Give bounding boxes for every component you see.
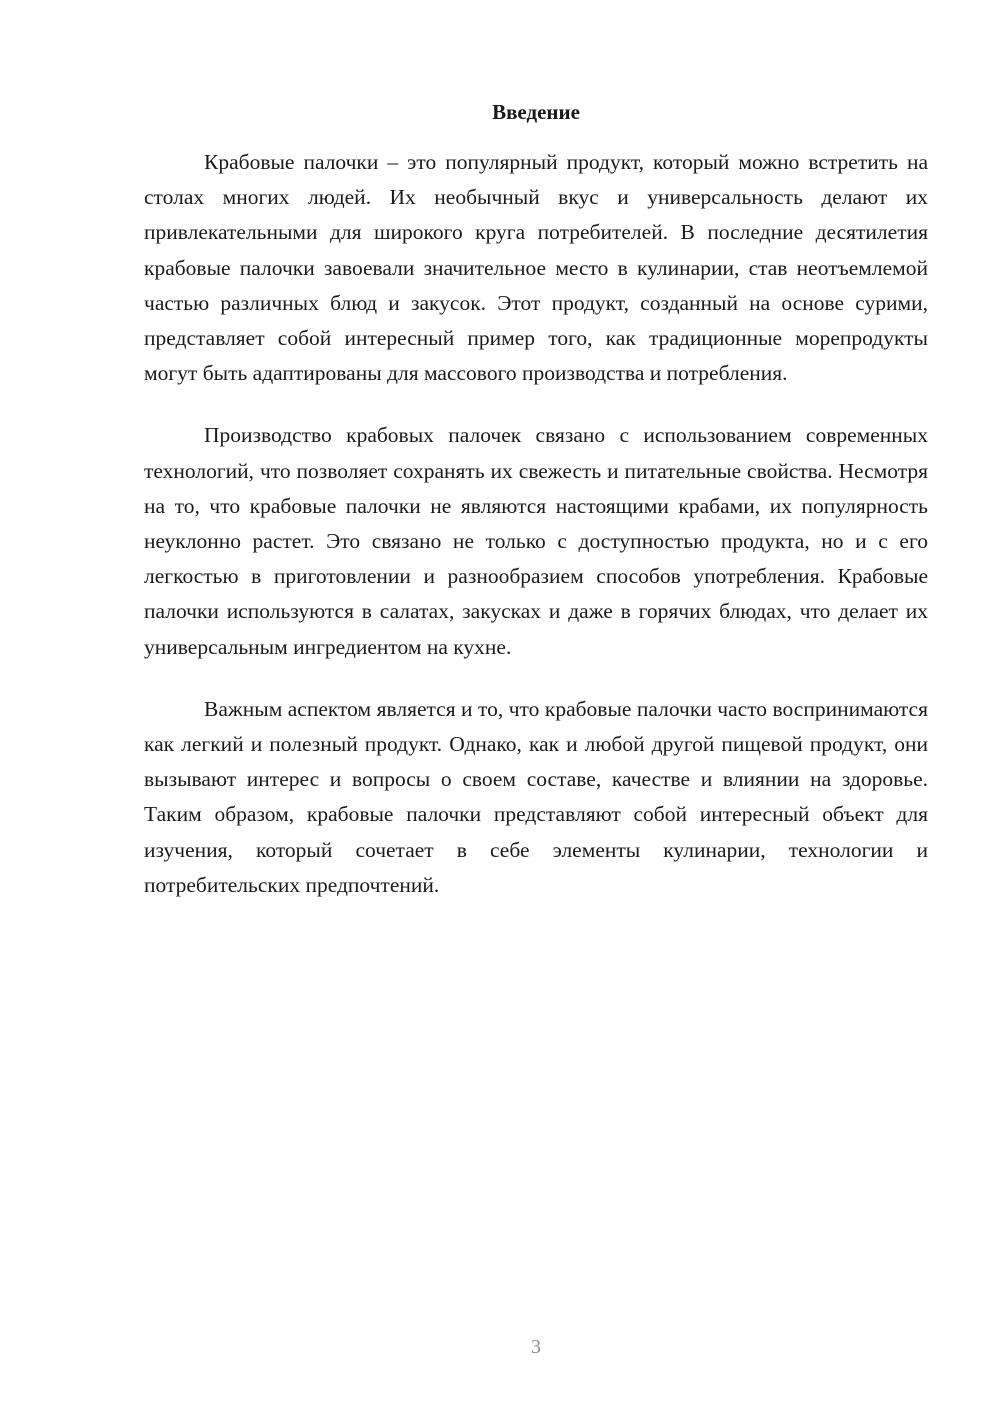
body-text: [144, 145, 928, 930]
paragraph-2: Производство крабовых палочек связано с использованием современных технологий, что позволяет сохранять их свежесть и питательные свойства. Несмотря на то, что крабовые палочки не являются настоящими крабами, их популярность неуклонно растет. Это связано не только с доступностью продукта, но и с его легкостью в приготовлении и разнообразием способов употребления. Крабовые палочки используются в салатах, закусках и даже в горячих блюдах, что делает их универсальным ингредиентом на кухне.: [144, 423, 928, 659]
page-number: 3: [531, 1336, 541, 1358]
paragraph-1: Крабовые палочки – это популярный продукт, который можно встретить на столах многих людей. Их необычный вкус и универсальность делают их привлекательными для широкого круга потребителей. В последние десятилетия крабовые палочки завоевали значительное место в кулинарии, став неотъемлемой частью различных блюд и закусок. Этот продукт, созданный на основе сурими, представляет собой интересный пример того, как традиционные морепродукты могут быть адаптированы для массового производства и потребления.: [144, 150, 928, 386]
section-heading: Введение: [492, 100, 580, 124]
paragraph-3: Важным аспектом является и то, что крабовые палочки часто воспринимаются как легкий и полезный продукт. Однако, как и любой другой пищевой продукт, они вызывают интерес и вопросы о своем составе, качестве и влиянии на здоровье. Таким образом, крабовые палочки представляют собой интересный объект для изучения, который сочетает в себе элементы кулинарии, технологии и потребительских предпочтений.: [144, 696, 928, 897]
